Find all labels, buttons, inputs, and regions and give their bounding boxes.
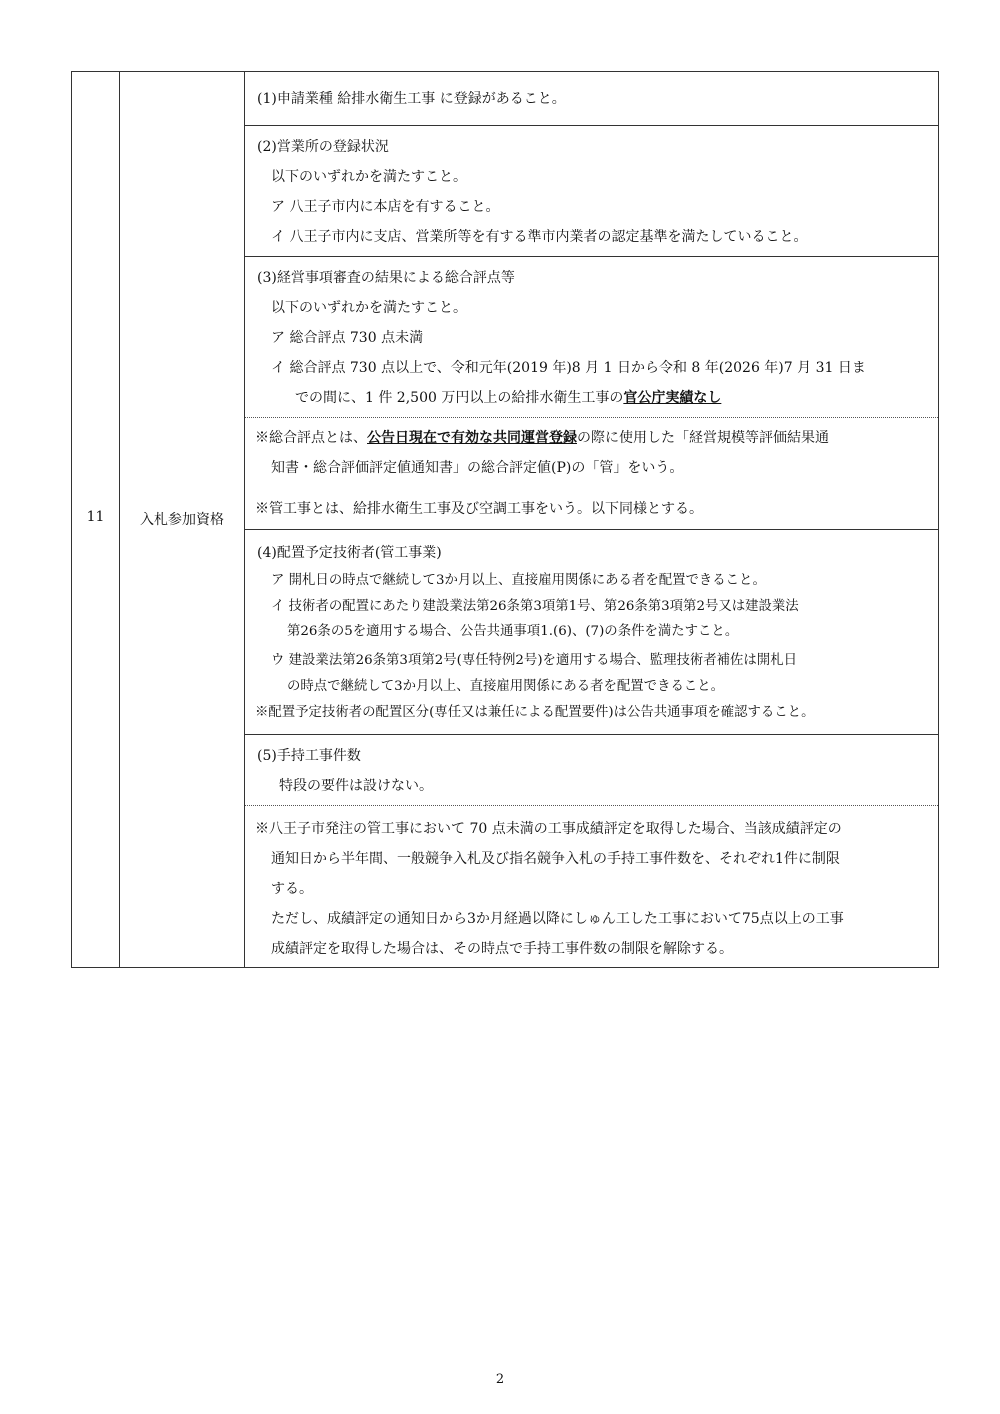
section-5 <box>245 735 938 806</box>
section-3 <box>245 257 938 418</box>
section-1 <box>245 72 938 126</box>
note-scoring-line1: ※総合評点とは、公告日現在で有効な共同運営登録の際に使用した「経営規模等評価結果通 <box>255 430 829 446</box>
note-performance-line4: ただし、成績評定の通知日から3か月経過以降にしゅん工した工事において75点以上の工事 <box>271 911 844 927</box>
section-2-intro: 以下のいずれかを満たすこと。 <box>271 169 467 185</box>
section-3-item-i-line2: での間に、1 件 2,500 万円以上の給排水衛生工事の官公庁実績なし <box>295 390 722 406</box>
section-3-heading: (3)経営事項審査の結果による総合評点等 <box>257 270 515 286</box>
section-1-text: (1)申請業種 給排水衛生工事 に登録があること。 <box>257 91 566 107</box>
section-2 <box>245 126 938 257</box>
section-4-heading: (4)配置予定技術者(管工事業) <box>257 545 442 561</box>
section-5-body: 特段の要件は設けない。 <box>279 778 433 794</box>
note-scoring-line2: 知書・総合評価評定値通知書」の総合評定値(P)の「管」をいう。 <box>271 460 684 476</box>
note-performance <box>245 806 938 969</box>
row-label-cell <box>120 72 245 967</box>
page-number: 2 <box>495 1372 505 1387</box>
note-pipe-work: ※管工事とは、給排水衛生工事及び空調工事をいう。以下同様とする。 <box>255 501 703 517</box>
emphasis-text: 官公庁実績なし <box>623 390 722 406</box>
emphasis-text: 公告日現在で有効な共同運営登録 <box>367 430 577 446</box>
section-3-item-i-line1: イ 総合評点 730 点以上で、令和元年(2019 年)8 月 1 日から令和 8 年(2026 年)7 月 31 日ま <box>271 360 866 376</box>
requirements-cell <box>245 72 938 967</box>
note-performance-line5: 成績評定を取得した場合は、その時点で手持工事件数の制限を解除する。 <box>271 941 733 957</box>
section-4-note: ※配置予定技術者の配置区分(専任又は兼任による配置要件)は公告共通事項を確認すること。 <box>255 705 815 720</box>
section-3-item-a: ア 総合評点 730 点未満 <box>271 330 424 346</box>
qualification-table <box>71 71 939 968</box>
section-5-heading: (5)手持工事件数 <box>257 748 361 764</box>
note-scoring <box>245 418 938 530</box>
row-number: 11 <box>86 509 105 525</box>
section-2-item-a: ア 八王子市内に本店を有すること。 <box>271 199 500 215</box>
section-4-item-i-line2: 第26条の5を適用する場合、公告共通事項1.(6)、(7)の条件を満たすこと。 <box>287 624 739 639</box>
section-4-item-a: ア 開札日の時点で継続して3か月以上、直接雇用関係にある者を配置できること。 <box>271 573 766 588</box>
note-performance-line3: する。 <box>271 881 313 897</box>
row-number-cell <box>72 72 120 967</box>
note-performance-line1: ※八王子市発注の管工事において 70 点未満の工事成績評定を取得した場合、当該成績評定の <box>255 821 842 837</box>
section-3-intro: 以下のいずれかを満たすこと。 <box>271 300 467 316</box>
section-4-item-i-line1: イ 技術者の配置にあたり建設業法第26条第3項第1号、第26条第3項第2号又は建設業法 <box>271 599 799 614</box>
row-label: 入札参加資格 <box>140 512 224 528</box>
section-4-item-u-line1: ウ 建設業法第26条第3項第2号(専任特例2号)を適用する場合、監理技術者補佐は開札日 <box>271 653 797 668</box>
note-performance-line2: 通知日から半年間、一般競争入札及び指名競争入札の手持工事件数を、それぞれ1件に制限 <box>271 851 840 867</box>
section-2-item-i: イ 八王子市内に支店、営業所等を有する準市内業者の認定基準を満たしていること。 <box>271 229 808 245</box>
section-4-item-u-line2: の時点で継続して3か月以上、直接雇用関係にある者を配置できること。 <box>287 679 725 694</box>
section-4 <box>245 530 938 735</box>
section-2-heading: (2)営業所の登録状況 <box>257 139 389 155</box>
